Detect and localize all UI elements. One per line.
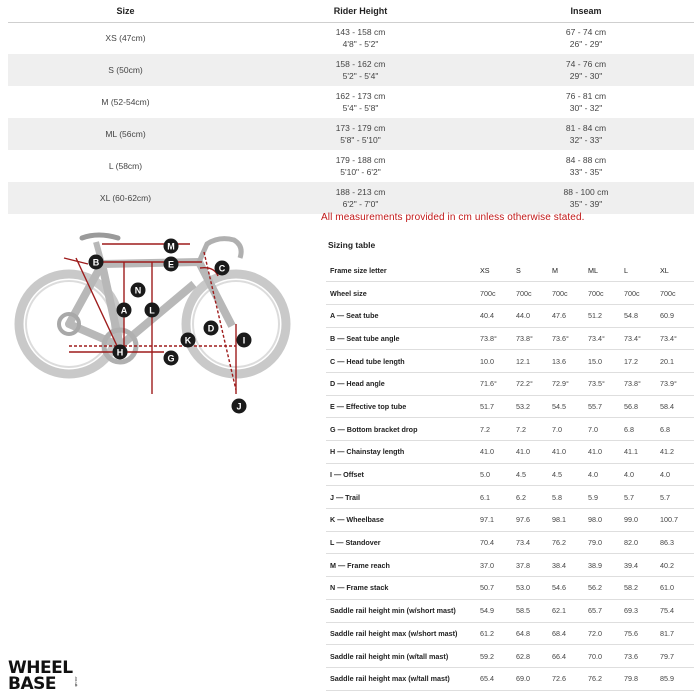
geometry-value-cell: 76.2 [550,531,586,554]
label-letter: I [242,335,246,346]
label-letter: B [92,257,100,268]
geometry-row-label: I — Offset [326,463,478,486]
geometry-value-cell: 38.9 [586,554,622,577]
geometry-value-cell: 72.9° [550,372,586,395]
diagram-label-h [113,345,128,360]
label-letter: J [236,401,242,412]
size-header-cell: S [514,259,550,282]
geometry-value-cell: 64.8 [514,622,550,645]
geometry-row-label: C — Head tube length [326,350,478,373]
height-cm: 179 - 188 cm [335,155,386,165]
size-header-cell: M [550,259,586,282]
label-letter: D [207,323,215,334]
geometry-value-cell: 56.8 [622,395,658,418]
geometry-row-label: N — Frame stack [326,577,478,600]
geometry-row-label: Saddle rail height min (w/tall mast) [326,645,478,668]
geometry-value-cell: 15.0 [586,350,622,373]
geometry-row [326,282,694,305]
label-letter: H [116,347,124,358]
geometry-row [326,599,694,622]
rider-height-cell [243,54,478,86]
measurement-note: All measurements provided in cm unless otherwise stated. [321,212,585,223]
geometry-value-cell: 99.0 [622,509,658,532]
diagram-label-b [89,255,104,270]
geometry-value-cell: 5.0 [478,463,514,486]
geometry-row [326,531,694,554]
geometry-row-label: J — Trail [326,486,478,509]
geometry-value-cell: 7.0 [586,418,622,441]
geometry-value-cell: 61.0 [658,577,694,600]
geometry-value-cell: 65.4 [478,667,514,690]
inseam-cell [478,22,694,54]
geometry-value-cell: 41.0 [586,441,622,464]
rider-height-column-header: Rider Height [243,0,478,22]
inseam-column-header: Inseam [478,0,694,22]
inseam-cm: 84 - 88 cm [565,155,607,165]
diagram-label-g [164,351,179,366]
inseam-cell [478,182,694,214]
logo-domain: .co.uk [74,676,79,687]
geometry-value-cell: 97.6 [514,509,550,532]
geometry-value-cell: 58.5 [514,599,550,622]
geometry-value-cell: 47.6 [550,304,586,327]
geometry-value-cell: 37.0 [478,554,514,577]
height-ft: 5'10" - 6'2" [340,167,381,177]
sizing-table-title: Sizing table [328,240,376,250]
geometry-value-cell: 4.0 [622,463,658,486]
geometry-value-cell: 7.0 [550,418,586,441]
geometry-value-cell: 72.6 [550,667,586,690]
inseam-in: 33" - 35" [569,167,603,177]
saddle [82,235,118,238]
geometry-value-cell: 6.2 [514,486,550,509]
geometry-value-cell: 75.6 [622,622,658,645]
geometry-row [326,372,694,395]
geometry-value-cell: 58.4 [658,395,694,418]
geometry-value-cell: 6.8 [622,418,658,441]
geometry-value-cell: 55.7 [586,395,622,418]
geometry-value-cell: 700c [478,282,514,305]
geometry-value-cell: 73.4° [658,327,694,350]
geometry-value-cell: 53.2 [514,395,550,418]
geometry-value-cell: 73.6° [550,327,586,350]
height-ft: 5'2" - 5'4" [342,71,379,81]
geometry-value-cell: 60.9 [658,304,694,327]
geometry-value-cell: 41.1 [622,441,658,464]
wheelbase-logo [8,660,78,696]
height-cm: 162 - 173 cm [335,91,386,101]
geometry-value-cell: 6.8 [658,418,694,441]
diagram-label-k [181,333,196,348]
inseam-cm: 67 - 74 cm [565,27,607,38]
geometry-value-cell: 72.2° [514,372,550,395]
geometry-value-cell: 73.8° [622,372,658,395]
geometry-value-cell: 700c [658,282,694,305]
geometry-value-cell: 70.0 [586,645,622,668]
geometry-value-cell: 37.8 [514,554,550,577]
size-chart-row [8,22,694,54]
geometry-value-cell: 7.2 [478,418,514,441]
geometry-value-cell: 54.5 [550,395,586,418]
geometry-value-cell: 700c [550,282,586,305]
geometry-value-cell: 20.1 [658,350,694,373]
diagram-label-c [215,261,230,276]
inseam-cm: 76 - 81 cm [565,91,607,101]
geometry-value-cell: 62.8 [514,645,550,668]
geometry-row-label: E — Effective top tube [326,395,478,418]
inseam-in: 35" - 39" [569,199,603,209]
inseam-cell [478,86,694,118]
size-cell: S (50cm) [8,54,243,86]
geometry-row [326,304,694,327]
rider-height-cell [243,182,478,214]
diagram-label-a [117,303,132,318]
size-chart-row [8,118,694,150]
diagram-label-i [237,333,252,348]
geometry-value-cell: 40.4 [478,304,514,327]
geometry-value-cell: 75.4 [658,599,694,622]
label-letter: G [167,353,175,364]
geometry-value-cell: 54.8 [622,304,658,327]
geometry-row-label: M — Frame reach [326,554,478,577]
geometry-value-cell: 4.0 [586,463,622,486]
geometry-value-cell: 70.4 [478,531,514,554]
geometry-row-label: Wheel size [326,282,478,305]
geometry-value-cell: 76.2 [586,667,622,690]
geometry-value-cell: 5.7 [658,486,694,509]
geometry-value-cell: 4.5 [514,463,550,486]
label-letter: M [167,241,175,252]
geometry-value-cell: 53.0 [514,577,550,600]
geometry-value-cell: 79.8 [622,667,658,690]
geometry-value-cell: 4.5 [550,463,586,486]
inseam-in: 30" - 32" [569,103,603,113]
geometry-value-cell: 98.0 [586,509,622,532]
size-header-cell: ML [586,259,622,282]
geometry-value-cell: 41.0 [478,441,514,464]
height-ft: 5'4" - 5'8" [342,103,379,113]
logo-line-1: WHEEL [8,658,73,678]
geometry-value-cell: 41.0 [550,441,586,464]
geometry-value-cell: 13.6 [550,350,586,373]
diagram-label-l [145,303,160,318]
height-cm: 143 - 158 cm [335,27,386,38]
geometry-value-cell: 17.2 [622,350,658,373]
geometry-row [326,645,694,668]
geometry-value-cell: 71.6° [478,372,514,395]
inseam-cell [478,54,694,86]
size-chart-row [8,150,694,182]
label-letter: N [134,285,142,296]
geometry-value-cell: 72.0 [586,622,622,645]
geometry-value-cell: 6.1 [478,486,514,509]
inseam-in: 29" - 30" [569,71,603,81]
label-letter: K [184,335,192,346]
geometry-row-label: A — Seat tube [326,304,478,327]
inseam-cell [478,118,694,150]
geometry-value-cell: 65.7 [586,599,622,622]
height-ft: 4'8" - 5'2" [342,39,379,50]
geometry-value-cell: 73.8° [514,327,550,350]
diagram-label-n [131,283,146,298]
frame-size-letter-label: Frame size letter [326,259,478,282]
diagram-label-m [164,239,179,254]
size-header-cell: L [622,259,658,282]
geometry-value-cell: 86.3 [658,531,694,554]
geometry-row [326,350,694,373]
geometry-row-label: K — Wheelbase [326,509,478,532]
logo-line-2: BASE [8,674,56,694]
geometry-value-cell: 97.1 [478,509,514,532]
geometry-row [326,622,694,645]
geometry-value-cell: 79.0 [586,531,622,554]
geometry-row [326,486,694,509]
inseam-in: 26" - 29" [569,39,603,50]
label-letter: E [167,259,175,270]
geometry-value-cell: 68.4 [550,622,586,645]
geometry-value-cell: 50.7 [478,577,514,600]
label-letter: A [120,305,128,316]
geometry-row-label: Saddle rail height max (w/short mast) [326,622,478,645]
size-header-cell: XL [658,259,694,282]
height-ft: 5'8" - 5'10" [340,135,381,145]
rider-height-cell [243,118,478,150]
geometry-row-label: G — Bottom bracket drop [326,418,478,441]
size-chart-table [8,0,694,214]
geometry-value-cell: 62.1 [550,599,586,622]
geometry-value-cell: 44.0 [514,304,550,327]
geometry-value-cell: 73.4° [622,327,658,350]
geometry-row [326,554,694,577]
geometry-value-cell: 69.0 [514,667,550,690]
geometry-row [326,395,694,418]
inseam-cm: 81 - 84 cm [565,123,607,133]
size-cell: XS (47cm) [105,33,146,44]
geometry-row-label: Saddle rail height min (w/short mast) [326,599,478,622]
size-header-cell: XS [478,259,514,282]
inseam-cm: 88 - 100 cm [563,187,609,197]
geometry-row [326,667,694,690]
geometry-value-cell: 79.7 [658,645,694,668]
geometry-value-cell: 5.8 [550,486,586,509]
geometry-value-cell: 700c [514,282,550,305]
geometry-value-cell: 66.4 [550,645,586,668]
geometry-value-cell: 700c [622,282,658,305]
geometry-value-cell: 73.5° [586,372,622,395]
geometry-row [326,577,694,600]
size-chart-header-row [8,0,694,22]
geometry-value-cell: 69.3 [622,599,658,622]
geometry-value-cell: 73.4° [586,327,622,350]
size-column-header: Size [8,0,243,22]
geometry-value-cell: 58.2 [622,577,658,600]
label-letter: L [149,305,155,316]
geometry-header-row [326,259,694,282]
geometry-value-cell: 85.9 [658,667,694,690]
geometry-value-cell: 51.7 [478,395,514,418]
geometry-row [326,441,694,464]
geometry-value-cell: 73.4 [514,531,550,554]
size-cell: XL (60-62cm) [8,182,243,214]
geometry-value-cell: 73.8° [478,327,514,350]
geometry-row [326,327,694,350]
height-ft: 6'2" - 7'0" [342,199,379,209]
geometry-row-label: B — Seat tube angle [326,327,478,350]
geometry-value-cell: 39.4 [622,554,658,577]
geometry-value-cell: 81.7 [658,622,694,645]
height-cm: 173 - 179 cm [335,123,386,133]
size-cell: ML (56cm) [8,118,243,150]
size-cell: M (52-54cm) [101,97,150,107]
geometry-value-cell: 7.2 [514,418,550,441]
rider-height-cell [243,86,478,118]
size-chart-row [8,54,694,86]
geometry-value-cell: 41.0 [514,441,550,464]
geometry-value-cell: 54.6 [550,577,586,600]
label-letter: C [218,263,226,274]
diagram-label-e [164,257,179,272]
geometry-row-label: Saddle rail height max (w/tall mast) [326,667,478,690]
geometry-value-cell: 98.1 [550,509,586,532]
height-cm: 188 - 213 cm [335,187,386,197]
size-chart-row [8,86,694,118]
diagram-label-d [204,321,219,336]
size-chart-row [8,182,694,214]
geometry-row [326,463,694,486]
geometry-value-cell: 5.9 [586,486,622,509]
rider-height-cell [243,150,478,182]
geometry-value-cell: 700c [586,282,622,305]
geometry-row [326,509,694,532]
geometry-value-cell: 73.9° [658,372,694,395]
geometry-value-cell: 82.0 [622,531,658,554]
rider-height-cell [243,22,478,54]
geometry-value-cell: 54.9 [478,599,514,622]
geometry-value-cell: 5.7 [622,486,658,509]
geometry-value-cell: 4.0 [658,463,694,486]
geometry-value-cell: 40.2 [658,554,694,577]
height-cm: 158 - 162 cm [335,59,386,69]
geometry-row-label: H — Chainstay length [326,441,478,464]
geometry-value-cell: 51.2 [586,304,622,327]
geometry-value-cell: 61.2 [478,622,514,645]
geometry-row-label: D — Head angle [326,372,478,395]
geometry-value-cell: 100.7 [658,509,694,532]
geometry-value-cell: 41.2 [658,441,694,464]
geometry-value-cell: 59.2 [478,645,514,668]
geometry-value-cell: 12.1 [514,350,550,373]
bike-geometry-diagram [14,224,292,418]
geometry-value-cell: 73.6 [622,645,658,668]
inseam-cm: 74 - 76 cm [565,59,607,69]
geometry-value-cell: 10.0 [478,350,514,373]
diagram-label-j [232,399,247,414]
geometry-row [326,418,694,441]
inseam-cell [478,150,694,182]
geometry-table [326,259,694,691]
geometry-row-label: L — Standover [326,531,478,554]
geometry-value-cell: 38.4 [550,554,586,577]
geometry-value-cell: 56.2 [586,577,622,600]
size-cell: L (58cm) [108,161,143,171]
inseam-in: 32" - 33" [569,135,603,145]
